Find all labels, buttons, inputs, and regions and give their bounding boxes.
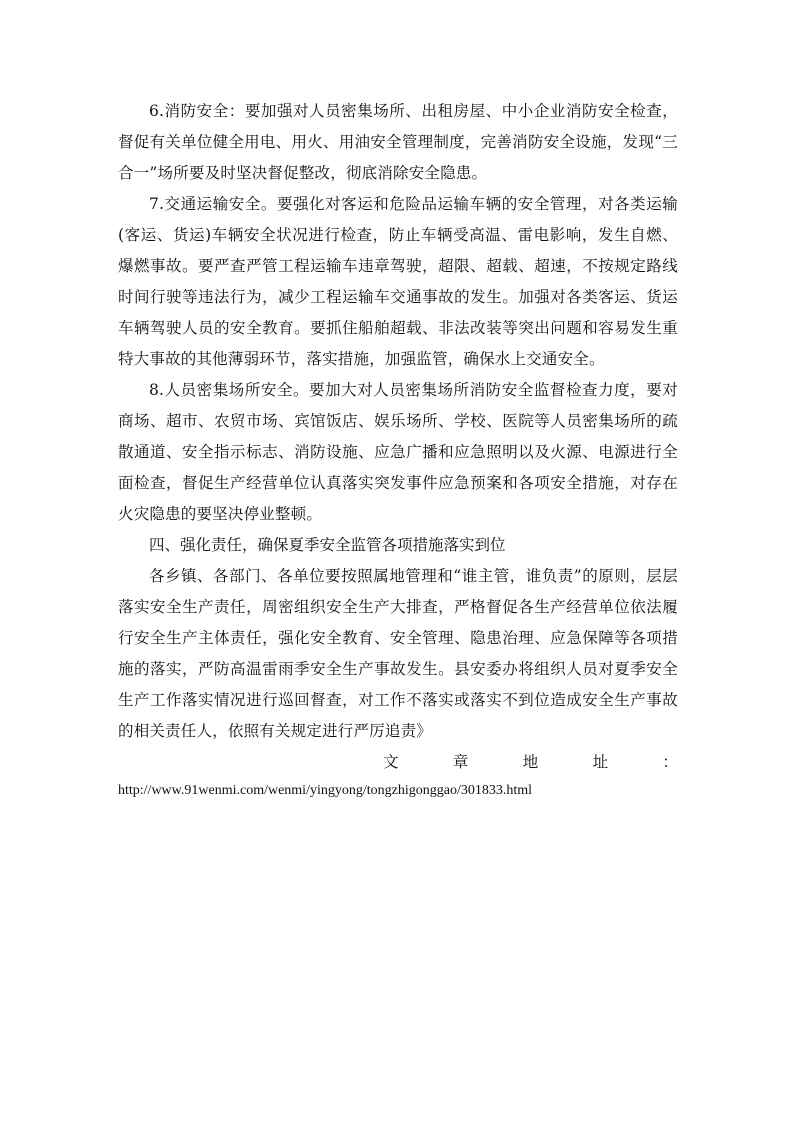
address-label-char: 章 (452, 753, 469, 771)
address-label-char: 地 (522, 753, 539, 771)
address-label-char: 文 (383, 753, 399, 771)
paragraph-crowded-places-safety: 8.人员密集场所安全。要加大对人员密集场所消防安全监督检查力度，要对商场、超市、农贸市场、宾馆饭店、娱乐场所、学校、医院等人员密集场所的疏散通道、安全指示标志、消防设施、应急广播和应急照明以及火源、电源进行全面检查，督促生产经营单位认真落实突发事件应急预案和各项安全措施，对存在火灾隐患的要坚决停业整顿。 (118, 381, 678, 523)
section-heading-responsibility: 四、强化责任，确保夏季安全监管各项措施落实到位 (149, 536, 506, 554)
document-body (118, 96, 678, 804)
article-url: http://www.91wenmi.com/wenmi/yingyong/tongzhigonggao/301833.html (118, 783, 533, 798)
article-address-label (118, 747, 678, 778)
address-label-char: ： (662, 753, 678, 771)
paragraph-traffic-safety: 7.交通运输安全。要强化对客运和危险品运输车辆的安全管理，对各类运输(客运、货运)车辆安全状况进行检查，防止车辆受高温、雷电影响，发生自燃、爆燃事故。要严查严管工程运输车违章驾驶，超限、超载、超速，不按规定路线时间行驶等违法行为，减少工程运输车交通事故的发生。加强对各类客运、货运车辆驾驶人员的安全教育。要抓住船舶超载、非法改装等突出问题和容易发生重特大事故的其他薄弱环节，落实措施，加强监管，确保水上交通安全。 (118, 195, 678, 368)
paragraph-responsibility: 各乡镇、各部门、各单位要按照属地管理和“谁主管，谁负责”的原则，层层落实安全生产责任，周密组织安全生产大排查，严格督促各生产经营单位依法履行安全生产主体责任，强化安全教育、安全管理、隐患治理、应急保障等各项措施的落实，严防高温雷雨季安全生产事故发生。县安委办将组织人员对夏季安全生产工作落实情况进行巡回督查，对工作不落实或落实不到位造成安全生产事故的相关责任人，依照有关规定进行严厉追责》 (118, 567, 678, 740)
address-label-char: 址 (592, 753, 609, 771)
paragraph-fire-safety: 6.消防安全：要加强对人员密集场所、出租房屋、中小企业消防安全检查，督促有关单位健全用电、用火、用油安全管理制度，完善消防安全设施，发现“三合一”场所要及时坚决督促整改，彻底消除安全隐患。 (118, 102, 678, 182)
